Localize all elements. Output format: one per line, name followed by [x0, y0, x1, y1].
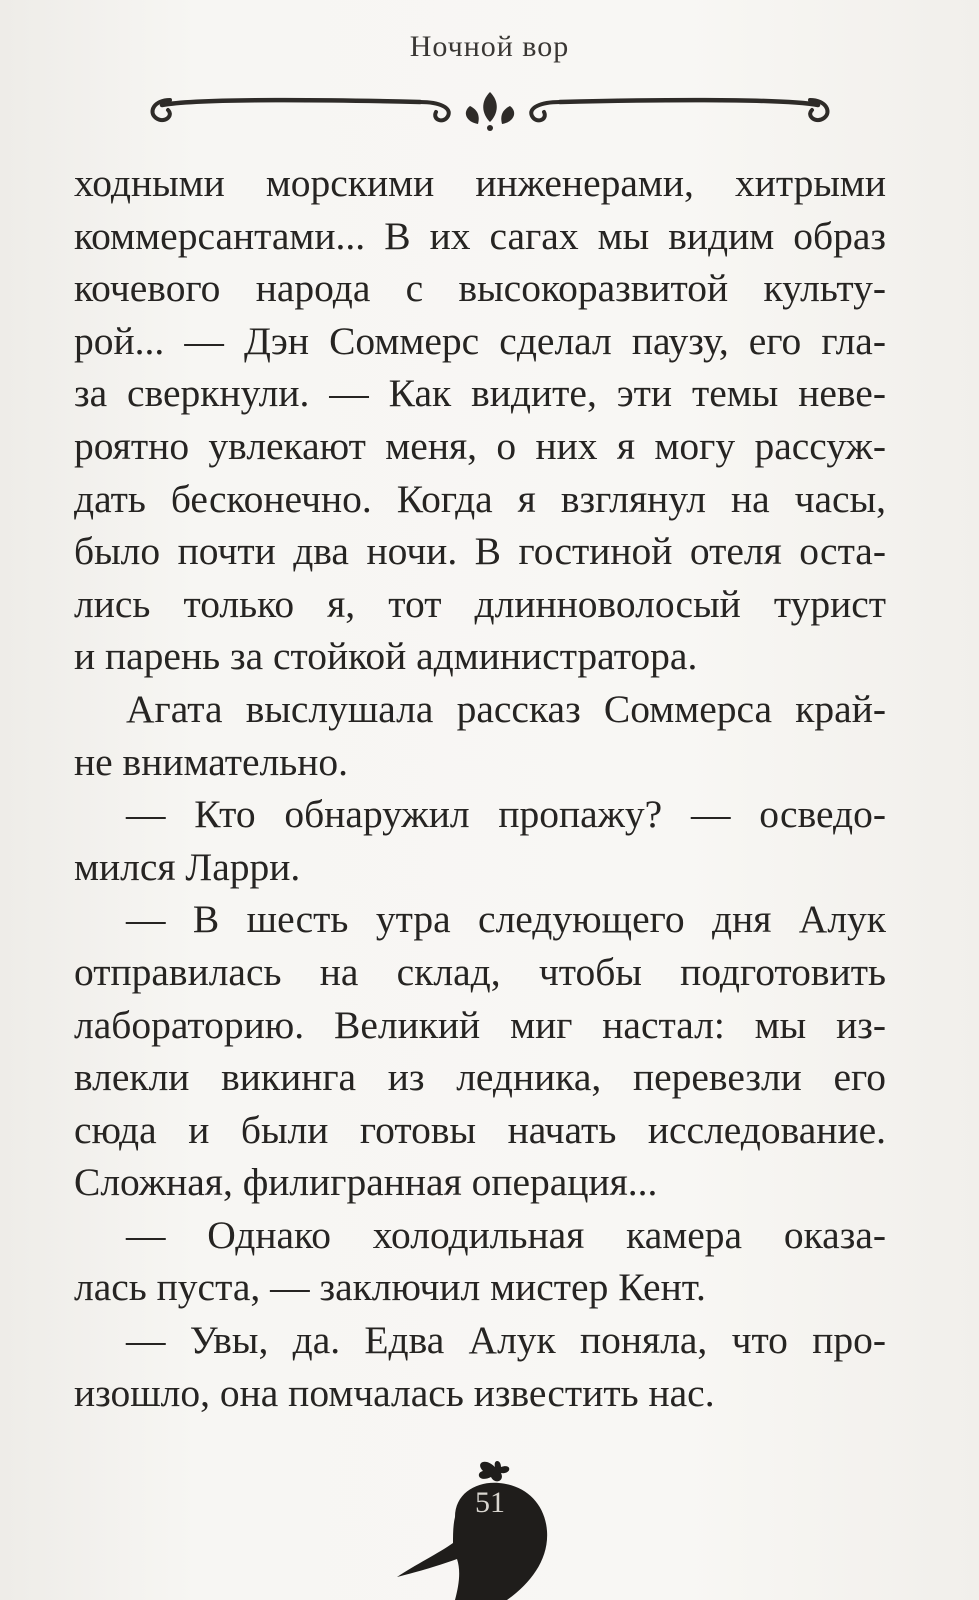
bird-silhouette-icon: [395, 1455, 575, 1600]
text-line: кочевого народа с высокоразвитой культу-: [74, 266, 886, 311]
ornament-divider: [140, 78, 840, 138]
text-line: — Однако холодильная камера оказа-: [126, 1212, 886, 1257]
running-head: Ночной вор: [409, 30, 570, 63]
text-line: и парень за стойкой администратора.: [74, 634, 698, 679]
text-line: изошло, она помчалась известить нас.: [74, 1370, 715, 1415]
text-line: сюда и были готовы начать исследование.: [74, 1107, 886, 1152]
text-line: лабораторию. Великий миг настал: мы из-: [74, 1002, 886, 1047]
body-text: [74, 157, 886, 1419]
text-line: Сложная, филигранная операция...: [74, 1160, 658, 1205]
page-number: 51: [475, 1486, 505, 1519]
text-line: ходными морскими инженерами, хитрыми: [74, 161, 886, 205]
text-line: — Увы, да. Едва Алук поняла, что про-: [126, 1318, 886, 1363]
text-line: — В шесть утра следующего дня Алук: [126, 897, 886, 942]
text-line: Агата выслушала рассказ Соммерса край-: [126, 686, 886, 731]
text-line: лись только я, тот длинноволосый турист: [74, 581, 886, 626]
text-line: — Кто обнаружил пропажу? — осведо-: [126, 792, 886, 837]
text-line: отправилась на склад, чтобы подготовить: [74, 949, 886, 994]
text-line: мился Ларри.: [74, 844, 301, 889]
text-line: рой... — Дэн Соммерс сделал паузу, его гла-: [74, 318, 886, 363]
text-line: коммерсантами... В их сагах мы видим образ: [74, 213, 886, 258]
text-line: дать бесконечно. Когда я взглянул на часы,: [74, 476, 886, 521]
text-line: не внимательно.: [74, 739, 348, 784]
text-line: влекли викинга из ледника, перевезли его: [74, 1055, 886, 1100]
text-line: роятно увлекают меня, о них я могу рассуж-: [74, 423, 886, 468]
text-line: лась пуста, — заключил мистер Кент.: [74, 1265, 706, 1310]
text-line: было почти два ночи. В гостиной отеля оста-: [74, 529, 886, 574]
text-line: за сверкнули. — Как видите, эти темы неве-: [74, 371, 886, 416]
